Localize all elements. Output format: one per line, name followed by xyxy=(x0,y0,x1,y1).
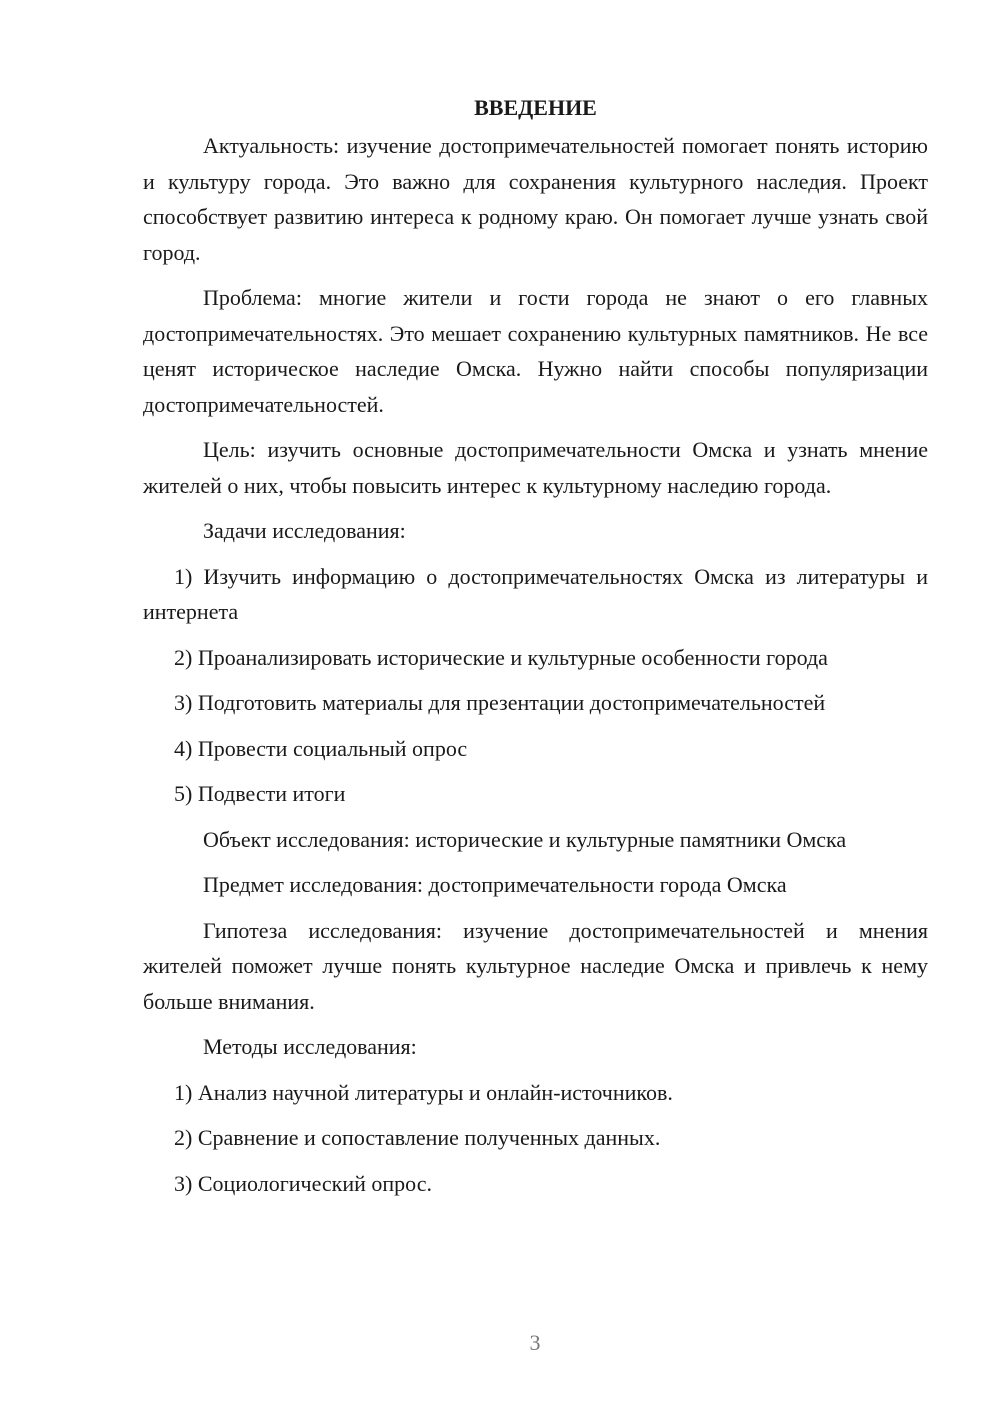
method-item: 3) Социологический опрос. xyxy=(174,1170,432,1196)
task-item: 5) Подвести итоги xyxy=(174,781,346,806)
tasks-heading: Задачи исследования: xyxy=(203,518,406,543)
document-page xyxy=(143,90,928,1211)
subject-paragraph: Предмет исследования: достопримечательности города Омска xyxy=(203,872,787,897)
relevance-paragraph: Актуальность: изучение достопримечательностей помогает понять историю и культуру города. Это важно для сохранения культурного наследия. Проект способствует развитию интереса к родному краю. Он помогает лучше узнать свой город. xyxy=(143,133,928,265)
methods-heading: Методы исследования: xyxy=(203,1034,417,1059)
task-item: 4) Провести социальный опрос xyxy=(174,735,468,761)
task-item: 2) Проанализировать исторические и культурные особенности города xyxy=(174,644,828,670)
section-title: ВВЕДЕНИЕ xyxy=(474,95,597,120)
method-item: 2) Сравнение и сопоставление полученных данных. xyxy=(174,1125,661,1150)
task-item: 1) Изучить информацию о достопримечательностях Омска из литературы и интернета xyxy=(143,563,928,624)
object-paragraph: Объект исследования: исторические и культурные памятники Омска xyxy=(203,826,847,852)
goal-paragraph: Цель: изучить основные достопримечательности Омска и узнать мнение жителей о них, чтобы повысить интерес к культурному наследию города. xyxy=(143,437,928,498)
hypothesis-paragraph: Гипотеза исследования: изучение достопримечательностей и мнения жителей поможет лучше понять культурное наследие Омска и привлечь к нему больше внимания. xyxy=(143,917,928,1014)
problem-paragraph: Проблема: многие жители и гости города не знают о его главных достопримечательностях. Это мешает сохранению культурных памятников. Не все ценят историческое наследие Омска. Нужно найти способы популяризации достопримечательностей. xyxy=(143,285,928,417)
page-number: 3 xyxy=(529,1330,541,1355)
task-item: 3) Подготовить материалы для презентации достопримечательностей xyxy=(174,690,826,715)
method-item: 1) Анализ научной литературы и онлайн-источников. xyxy=(174,1079,673,1105)
